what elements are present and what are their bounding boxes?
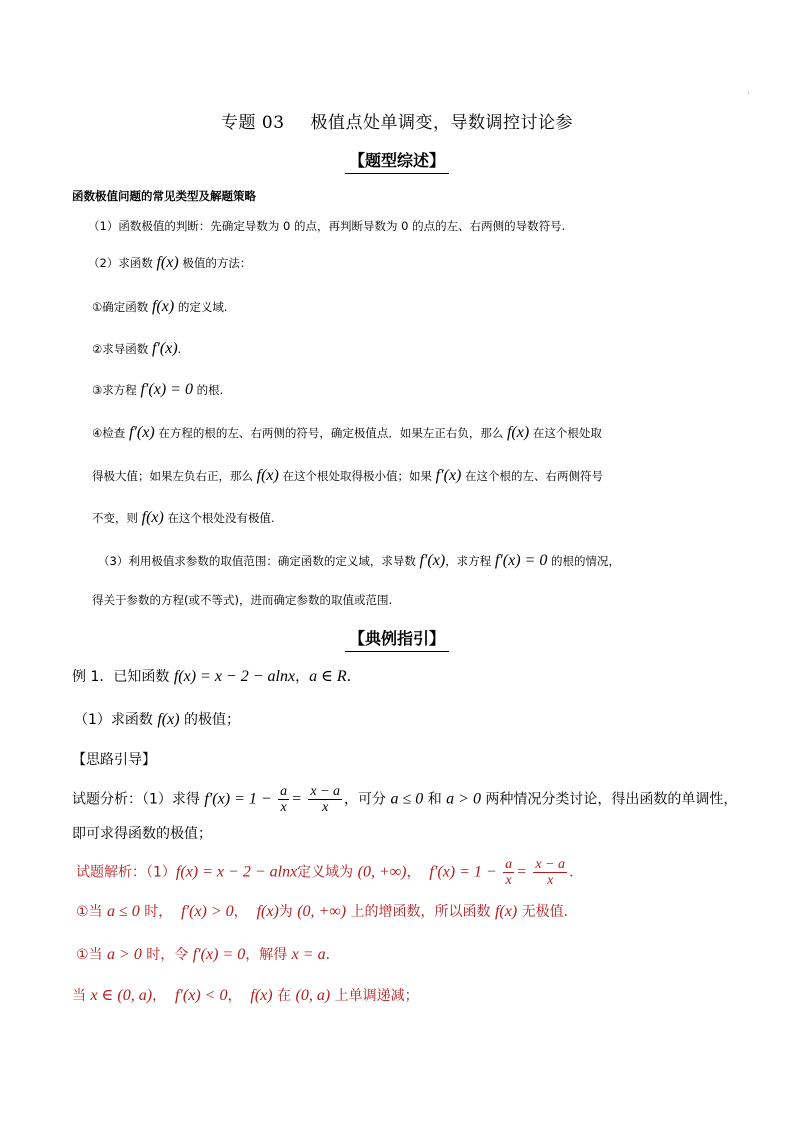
step-2: ②求导函数 f′(x). (92, 340, 182, 357)
page-title (0, 108, 794, 133)
fraction-x-minus-a-over-x: $\frac{x - a}{x}$ (310, 784, 341, 815)
section-heading-examples: 【典例指引】 (0, 626, 794, 652)
title-number: 专题 03 (220, 113, 285, 133)
strategy-heading: 函数极值问题的常见类型及解题策略 (72, 189, 256, 203)
step-4-line-2: 得极大值；如果左负右正，那么 f(x) 在这个根处取得极小值；如果 f′(x) 在这个根的左、右两侧符号 (92, 467, 604, 484)
strategy-item-3-line-1: （3）利用极值求参数的取值范围：确定函数的定义域，求导数 f′(x)，求方程 f′(x) = 0 的根的情况， (98, 552, 620, 569)
fraction-a-over-x: $\frac{a}{x}$ (280, 784, 288, 815)
section-heading-overview: 【题型综述】 (0, 148, 794, 174)
guide-heading: 【思路引导】 (72, 752, 156, 768)
page-mark: ' (748, 92, 750, 99)
solution-interval-decreasing: 当 x ∈ (0, a)， f′(x) < 0， f(x) 在 (0, a) 上单调递减； (72, 987, 419, 1004)
strategy-item-3-line-2: 得关于参数的方程(或不等式)，进而确定参数的取值或范围. (92, 593, 393, 607)
fraction-a-over-x-2: $\frac{a}{x}$ (505, 857, 513, 888)
example-1-statement: 例 1．已知函数 f(x) = x − 2 − alnx，a ∈ R． (72, 668, 361, 685)
step-1: ①确定函数 f(x) 的定义域. (92, 298, 228, 315)
fraction-x-minus-a-over-x-2: $\frac{x - a}{x}$ (535, 857, 566, 888)
strategy-item-1: （1）函数极值的判断：先确定导数为 0 的点，再判断导数为 0 的点的左、右两侧的导数符号. (88, 219, 566, 233)
step-4-line-3: 不变，则 f(x) 在这个根处没有极值. (92, 509, 275, 526)
solution-line-1: 试题解析：（1）f(x) = x − 2 − alnx定义域为 (0, +∞)， f′(x) = 1 − $\frac{a}{x}$ = $\frac{x - a}{x}$ ． (76, 857, 584, 888)
analysis-line-2: 即可求得函数的极值； (72, 826, 212, 842)
question-1: （1）求函数 f(x) 的极值； (74, 711, 241, 728)
solution-case-1: ①当 a ≤ 0 时， f′(x) > 0， f(x)为 (0, +∞) 上的增函数，所以函数 f(x) 无极值． (76, 903, 578, 920)
step-3: ③求方程 f′(x) = 0 的根. (92, 381, 224, 398)
title-text: 极值点处单调变，导数调控讨论参 (310, 113, 574, 133)
step-4-line-1: ④检查 f′(x) 在方程的根的左、右两侧的符号，确定极值点．如果左正右负，那么 f(x) 在这个根处取 (92, 424, 602, 441)
analysis-line-1: 试题分析：（1）求得 f′(x) = 1 − $\frac{a}{x}$ = $\frac{x - a}{x}$ ，可分 a ≤ 0 和 a > 0 两种情况分类讨论，得出函数的单调性， (72, 784, 738, 815)
strategy-item-2: （2）求函数 f(x) 极值的方法： (88, 254, 252, 271)
solution-case-2: ①当 a > 0 时，令 f′(x) = 0，解得 x = a． (76, 946, 340, 963)
